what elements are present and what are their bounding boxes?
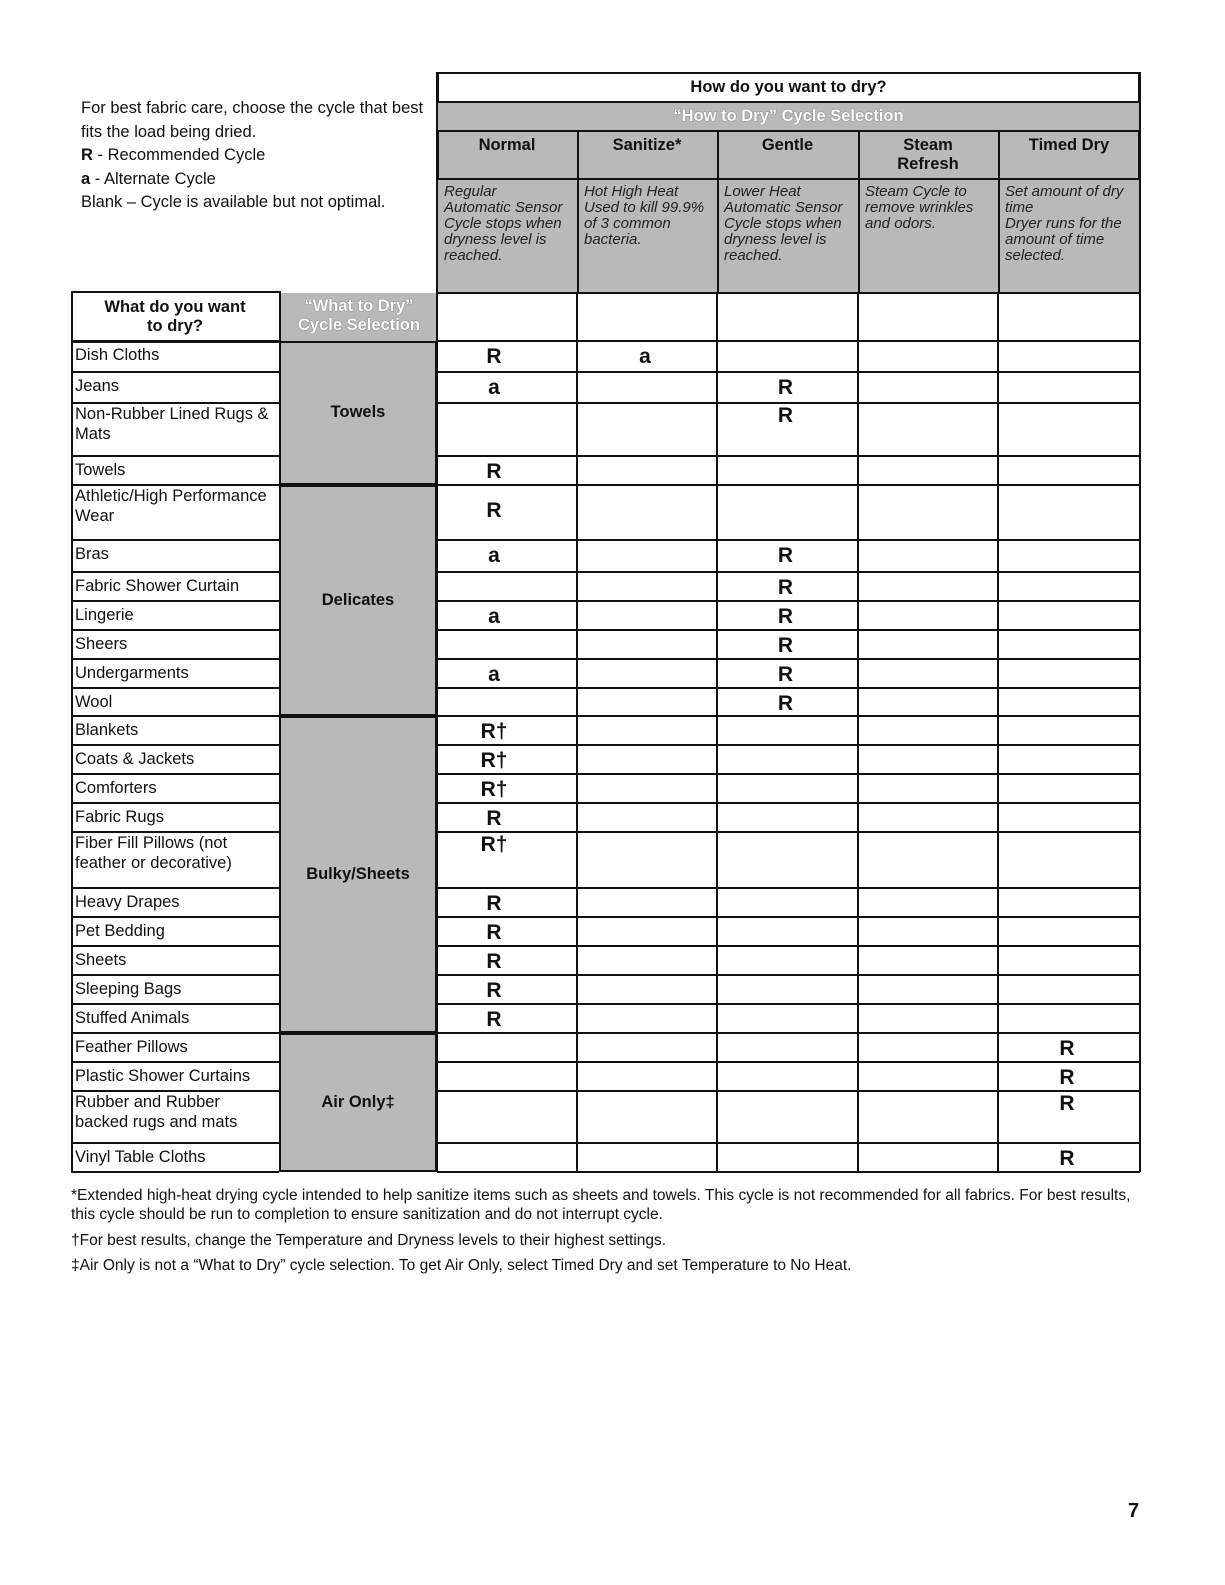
row-divider-grid — [437, 1061, 1140, 1063]
row-divider-grid — [437, 539, 1140, 541]
row-divider-item — [71, 974, 279, 976]
header-col-divider — [998, 180, 1000, 293]
cycle-mark-recommended: R — [486, 1008, 502, 1031]
table-row-item: Feather Pillows — [75, 1038, 188, 1056]
row-divider-item — [71, 371, 279, 373]
cycle-mark-recommended: R — [486, 979, 502, 1002]
table-row-item: Rubber and Rubber backed rugs and mats — [75, 1093, 238, 1131]
cycle-name-timed-dry: Timed Dry — [1028, 136, 1110, 154]
cycle-desc-2: Lower Heat Automatic Sensor Cycle stops when dryness level is reached. — [724, 183, 843, 264]
row-divider-item — [71, 1142, 279, 1144]
cycle-mark-recommended: R — [1059, 1037, 1075, 1060]
cycle-mark-recommended: R — [486, 460, 502, 483]
row-divider-item — [71, 687, 279, 689]
row-divider-item — [71, 744, 279, 746]
group-label-delicates: Delicates — [321, 590, 395, 609]
footnote-dagger: †For best results, change the Temperature and Dryness levels to their highest settings. — [71, 1232, 667, 1249]
cycle-mark-recommended: R — [777, 663, 794, 686]
table-row-item: Fiber Fill Pillows (not feather or decorative) — [75, 834, 232, 872]
footnote-sanitize: *Extended high-heat drying cycle intended to help sanitize items such as sheets and towels. This cycle is not recommended for all fabrics. For best results, this cycle should be run to completion to ensure sanitization and do not interrupt cycle. — [71, 1187, 1131, 1223]
row-divider-grid — [437, 629, 1140, 631]
cycle-desc-0: Regular Automatic Sensor Cycle stops when dryness level is reached. — [444, 183, 563, 264]
footnote-double-dagger: ‡Air Only is not a “What to Dry” cycle selection. To get Air Only, select Timed Dry and set Temperature to No Heat. — [71, 1257, 852, 1274]
row-divider-grid — [437, 600, 1140, 602]
cycle-mark-recommended: R† — [480, 749, 508, 772]
table-row-item: Sheers — [75, 635, 128, 653]
grid-top-border — [437, 292, 1140, 294]
row-divider-item — [71, 831, 279, 833]
cycle-col-border — [857, 293, 859, 1172]
row-divider-grid — [437, 1032, 1140, 1034]
row-divider-item — [71, 340, 279, 342]
legend — [81, 97, 426, 215]
row-divider-item — [71, 600, 279, 602]
cycle-mark-recommended: R — [777, 692, 794, 715]
cycle-desc-4: Set amount of dry time Dryer runs for the amount of time selected. — [1005, 183, 1124, 264]
row-divider-item — [71, 539, 279, 541]
header-col-divider — [858, 180, 860, 293]
legend-blank: Blank – Cycle is available but not optimal. — [81, 193, 386, 211]
cycle-mark-recommended: R — [1059, 1092, 1075, 1115]
table-row-item: Athletic/High Performance Wear — [75, 487, 267, 525]
row-divider-item — [71, 1032, 279, 1034]
row-divider-grid — [437, 455, 1140, 457]
row-divider-item — [71, 455, 279, 457]
cycle-mark-recommended: R — [777, 404, 794, 427]
row-divider-grid — [437, 945, 1140, 947]
cycle-name-normal: Normal — [478, 136, 536, 154]
cycle-mark-recommended: R — [777, 605, 794, 628]
row-divider-grid — [437, 371, 1140, 373]
cycle-mark-recommended: R† — [480, 833, 508, 856]
row-divider-item — [71, 1003, 279, 1005]
row-divider-grid — [437, 916, 1140, 918]
cycle-mark-recommended: R† — [480, 720, 508, 743]
cycle-mark-recommended: R† — [480, 778, 508, 801]
row-divider-grid — [437, 1003, 1140, 1005]
legend-intro: For best fabric care, choose the cycle that best fits the load being dried. — [81, 99, 424, 141]
row-divider-grid — [437, 340, 1140, 342]
table-row-item: Sleeping Bags — [75, 980, 182, 998]
cycle-mark-recommended: R — [777, 544, 794, 567]
cycle-mark-recommended: R — [486, 345, 502, 368]
page-number: 7 — [1128, 1500, 1140, 1522]
row-divider-item — [71, 1090, 279, 1092]
cycle-mark-recommended: R — [486, 921, 502, 944]
header-col-divider — [717, 180, 719, 293]
row-divider-item — [71, 887, 279, 889]
cycle-mark-recommended: R — [486, 807, 502, 830]
table-row-item: Fabric Shower Curtain — [75, 577, 240, 595]
table-row-item: Heavy Drapes — [75, 893, 180, 911]
row-divider-item — [71, 402, 279, 404]
row-divider-item — [71, 715, 279, 717]
table-row-item: Bras — [75, 545, 109, 563]
row-divider-grid — [437, 687, 1140, 689]
cycle-mark-recommended: R — [777, 576, 794, 599]
what-to-dry-subtitle: “What to Dry” Cycle Selection — [298, 297, 420, 334]
how-to-dry-subtitle: “How to Dry” Cycle Selection — [673, 107, 904, 125]
row-divider-grid — [437, 658, 1140, 660]
row-divider-item — [71, 773, 279, 775]
table-row-item: Plastic Shower Curtains — [75, 1067, 251, 1085]
cycle-mark-recommended: R — [777, 376, 794, 399]
table-row-item: Fabric Rugs — [75, 808, 164, 826]
row-divider-item — [71, 629, 279, 631]
cycle-mark-alternate: a — [488, 663, 500, 686]
table-row-item: Sheets — [75, 951, 127, 969]
what-to-dry-title: What do you want to dry? — [104, 298, 246, 335]
legend-r-key: R — [81, 146, 93, 164]
cycle-mark-recommended: R — [1059, 1066, 1075, 1089]
row-divider-item — [71, 1061, 279, 1063]
cycle-mark-recommended: R — [486, 950, 502, 973]
cycle-mark-recommended: R — [486, 498, 502, 522]
row-divider-grid — [437, 887, 1140, 889]
table-row-item: Lingerie — [75, 606, 134, 624]
table-row-item: Blankets — [75, 721, 139, 739]
row-divider-grid — [437, 773, 1140, 775]
group-label-air-only-: Air Only‡ — [321, 1092, 395, 1111]
cycle-col-border — [1139, 72, 1141, 1172]
row-divider-item — [71, 802, 279, 804]
table-row-item: Comforters — [75, 779, 157, 797]
group-label-bulky-sheets: Bulky/Sheets — [306, 864, 410, 883]
row-divider-item — [71, 916, 279, 918]
header-col-divider — [577, 180, 579, 293]
cycle-mark-recommended: R — [1059, 1147, 1075, 1170]
cycle-name-steam-refresh: Steam Refresh — [897, 136, 959, 173]
cycle-desc-3: Steam Cycle to remove wrinkles and odors. — [865, 183, 974, 232]
table-row-item: Pet Bedding — [75, 922, 165, 940]
row-divider-grid — [437, 1171, 1140, 1173]
row-divider-grid — [437, 802, 1140, 804]
cycle-mark-alternate: a — [488, 376, 500, 399]
row-divider-item — [71, 658, 279, 660]
row-divider-grid — [437, 744, 1140, 746]
row-divider-item — [71, 945, 279, 947]
cycle-name-gentle: Gentle — [761, 136, 814, 154]
row-divider-grid — [437, 1142, 1140, 1144]
row-divider-item — [71, 484, 279, 486]
table-row-item: Stuffed Animals — [75, 1009, 190, 1027]
table-row-item: Jeans — [75, 377, 120, 395]
table-row-item: Vinyl Table Cloths — [75, 1148, 206, 1166]
cycle-mark-alternate: a — [488, 544, 500, 567]
cycle-desc-1: Hot High Heat Used to kill 99.9% of 3 common bacteria. — [584, 183, 705, 248]
table-row-item: Wool — [75, 693, 113, 711]
cycle-col-border — [576, 293, 578, 1172]
row-divider-grid — [437, 571, 1140, 573]
how-to-dry-title: How do you want to dry? — [690, 78, 887, 96]
table-row-item: Non-Rubber Lined Rugs & Mats — [75, 405, 269, 443]
cycle-mark-recommended: R — [777, 634, 794, 657]
item-col-border — [279, 291, 281, 1172]
legend-recommended — [81, 144, 426, 168]
legend-a-text: - Alternate Cycle — [90, 169, 216, 188]
table-row-item: Coats & Jackets — [75, 750, 195, 768]
legend-a-key: a — [81, 169, 91, 188]
table-row-item: Towels — [75, 461, 126, 479]
cycle-name-sanitize-: Sanitize* — [612, 136, 682, 154]
row-divider-item — [71, 571, 279, 573]
row-divider-grid — [437, 484, 1140, 486]
table-row-item: Undergarments — [75, 664, 189, 682]
group-label-towels: Towels — [330, 403, 386, 421]
row-divider-grid — [437, 974, 1140, 976]
row-divider-item — [71, 1171, 279, 1173]
table-row-item: Dish Cloths — [75, 346, 160, 364]
cycle-mark-alternate: a — [488, 605, 500, 628]
cycle-mark-alternate: a — [639, 345, 651, 368]
legend-r-text: - Recommended Cycle — [92, 146, 266, 164]
legend-alternate — [81, 168, 426, 192]
cycle-mark-recommended: R — [486, 892, 502, 915]
